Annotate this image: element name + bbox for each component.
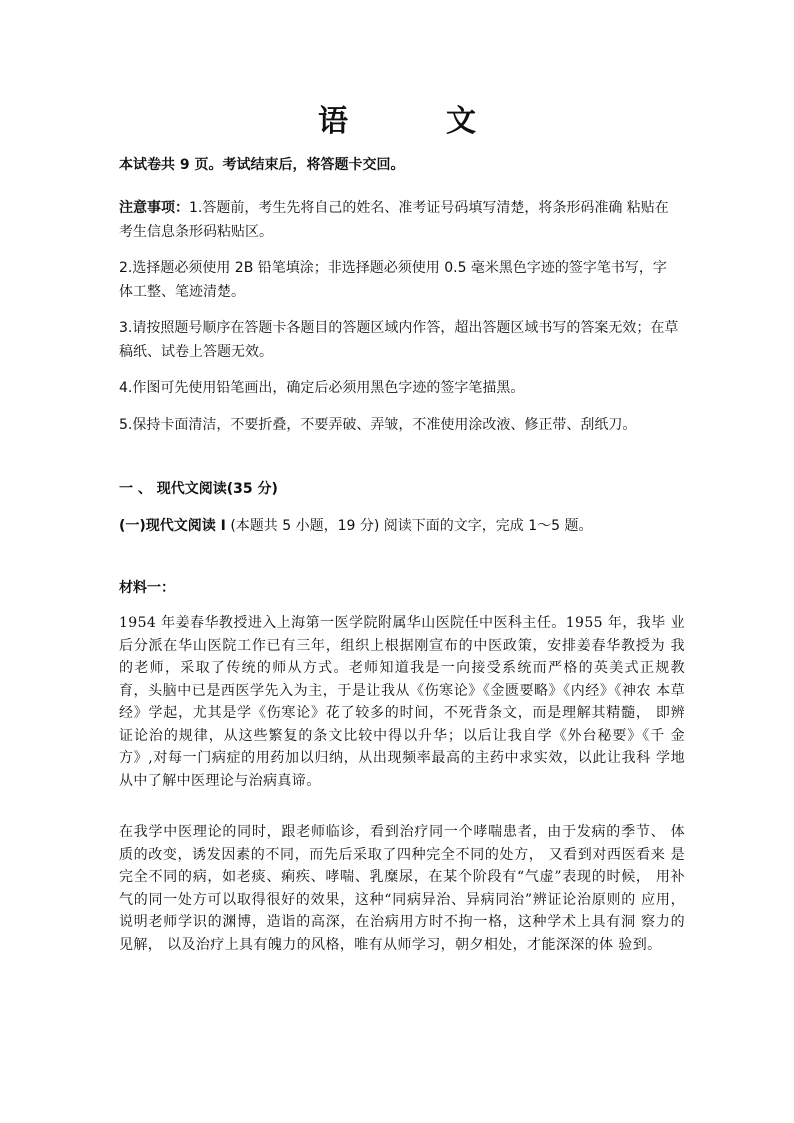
notice-text-1: 1.答题前，考生先将自己的姓名、准考证号码填写清楚，将条形码准确 粘贴在考生信息条形码粘贴区。 <box>119 200 669 240</box>
notice-item-4: 4.作图可先使用铅笔画出，确定后必须用黑色字迹的签字笔描黑。 <box>119 380 525 396</box>
page-title: 语 文 <box>318 104 510 139</box>
material-label: 材料一： <box>119 580 175 596</box>
material-paragraph-1: 1954 年姜春华教授进入上海第一医学院附属华山医院任中医科主任。1955 年，我毕 业后分派在华山医院工作已有三年，组织上根据刚宣布的中医政策，安排姜春华教授为 我的老师，采取了传统的师从方式。老师知道我是一向接受系统而严格的英美式正规教 育，头脑中已是西医学先入为主，于是让我从《伤寒论》《金匮要略》《内经》《神农 本草经》学起，尤其是学《伤寒论》花了较多的时间，不死背条文，而是理解其精髓， 即辨证论治的规律，从这些繁复的条文比较中得以升华；以后让我自学《外台秘要》《千 金方》,对每一门病症的用药加以归纳，从出现频率最高的主药中求实效，以此让我科 学地从中了解中医理论与治病真谛。 <box>119 615 685 789</box>
exam-intro: 本试卷共 9 页。考试结束后，将答题卡交回。 <box>119 157 405 173</box>
section-heading: 一 、 现代文阅读(35 分) <box>119 481 278 497</box>
notice-item-5: 5.保持卡面清洁，不要折叠，不要弄破、弄皱，不准使用涂改液、修正带、刮纸刀。 <box>119 417 637 433</box>
subsection-text: (本题共 5 小题，19 分) 阅读下面的文字，完成 1～5 题。 <box>225 518 593 534</box>
subsection-heading <box>119 514 679 538</box>
notice-item-2: 2.选择题必须使用 2B 铅笔填涂；非选择题必须使用 0.5 毫米黑色字迹的签字笔书写，字体工整、笔迹清楚。 <box>119 260 667 300</box>
subsection-label: (一)现代文阅读 I <box>119 518 226 534</box>
material-paragraph-2: 在我学中医理论的同时，跟老师临诊，看到治疗同一个哮喘患者，由于发病的季节、 体质的改变，诱发因素的不同，而先后采取了四种完全不同的处方， 又看到对西医看来 是完全不同的病，如老痰、痢疾、哮喘、乳糜尿，在某个阶段有“气虚”表现的时候， 用补气的同一处方可以取得很好的效果，这种“同病异治、异病同治”辨证论治原则的 应用，说明老师学识的渊博，造诣的高深，在治病用方时不拘一格，这种学术上具有洞 察力的见解， 以及治疗上具有魄力的风格，唯有从师学习，朝夕相处，才能深深的体 验到。 <box>119 824 685 953</box>
notice-item-1 <box>119 196 679 244</box>
notice-item-3: 3.请按照题号顺序在答题卡各题目的答题区域内作答，超出答题区域书写的答案无效；在草稿纸、试卷上答题无效。 <box>119 320 679 360</box>
notice-label: 注意事项： <box>119 200 189 216</box>
